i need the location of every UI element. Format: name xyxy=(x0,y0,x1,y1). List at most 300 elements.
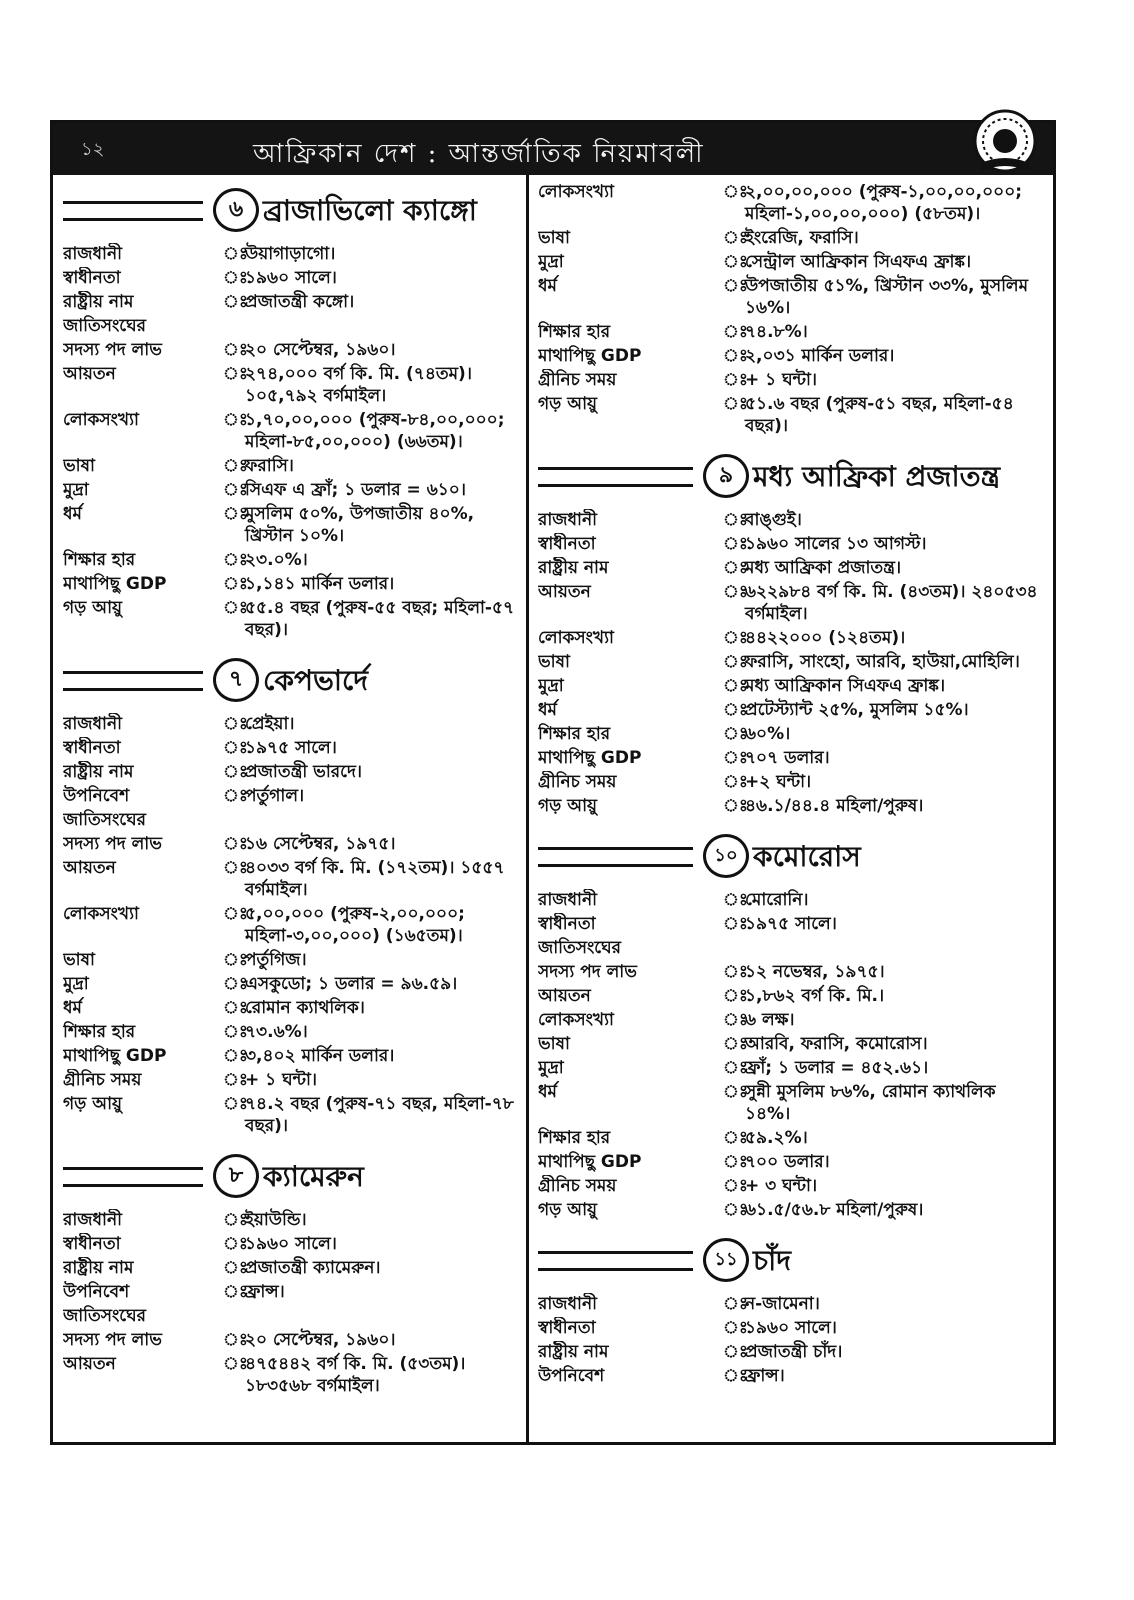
row-separator: ঃ xyxy=(223,598,248,618)
page-title: আফ্রিকান দেশ : আন্তর্জাতিক নিয়মাবলী xyxy=(253,139,705,169)
row-value: ৪৬.১/৪৪.৪ মহিলা/পুরুষ। xyxy=(745,796,924,816)
info-row xyxy=(63,1045,518,1067)
info-row xyxy=(538,627,1043,649)
row-label: আয়তন xyxy=(63,1354,116,1374)
info-row xyxy=(538,1317,1043,1339)
row-label: ধর্ম xyxy=(63,998,82,1018)
section-heading xyxy=(63,185,518,237)
info-row xyxy=(63,1257,518,1279)
row-value: ৩,৪০২ মার্কিন ডলার। xyxy=(245,1046,395,1066)
row-separator: ঃ xyxy=(223,998,248,1018)
row-separator: ঃ xyxy=(223,1094,248,1114)
info-row xyxy=(63,291,518,313)
row-label: আয়তন xyxy=(538,986,591,1006)
row-label: রাজধানী xyxy=(538,1294,597,1314)
row-separator: ঃ xyxy=(723,1342,748,1362)
row-label: উপনিবেশ xyxy=(63,786,130,806)
info-row xyxy=(538,393,1043,437)
row-separator: ঃ xyxy=(223,292,248,312)
row-separator: ঃ xyxy=(723,724,748,744)
info-row xyxy=(63,315,518,337)
info-row xyxy=(63,761,518,783)
row-separator: ঃ xyxy=(723,1200,748,1220)
row-separator: ঃ xyxy=(723,1366,748,1386)
info-row xyxy=(538,509,1043,531)
row-separator: ঃ xyxy=(723,748,748,768)
section-number: ১০ xyxy=(703,834,749,878)
info-row xyxy=(538,913,1043,935)
info-row xyxy=(538,345,1043,367)
row-separator: ঃ xyxy=(223,1210,248,1230)
row-value: ফরাসি। xyxy=(245,456,294,476)
row-value: প্রজাতন্ত্রী কঙ্গো। xyxy=(245,292,355,312)
row-separator: ঃ xyxy=(723,370,748,390)
row-separator: ঃ xyxy=(223,244,248,264)
row-value: ২,০০,০০,০০০ (পুরুষ-১,০০,০০,০০০; মহিলা-১,০০,০০,০০০) (৫৮তম)। xyxy=(745,182,1023,224)
row-separator: ঃ xyxy=(223,1234,248,1254)
heading-rule xyxy=(538,1251,693,1271)
info-row xyxy=(538,1293,1043,1315)
row-value: ফরাসি, সাংহো, আরবি, হাউয়া,মোহিলি। xyxy=(745,652,1020,672)
row-value: ৭৪.২ বছর (পুরুষ-৭১ বছর, মহিলা-৭৮ বছর)। xyxy=(245,1094,514,1136)
row-separator: ঃ xyxy=(223,950,248,970)
info-row xyxy=(538,795,1043,817)
info-row xyxy=(538,985,1043,1007)
row-separator: ঃ xyxy=(223,550,248,570)
row-label: আয়তন xyxy=(63,364,116,384)
info-row xyxy=(63,549,518,571)
row-separator: ঃ xyxy=(723,394,748,414)
row-value: ১,৮৬২ বর্গ কি. মি.। xyxy=(745,986,885,1006)
row-label: মুদ্রা xyxy=(538,676,564,696)
row-value: সিএফ এ ফ্রাঁ; ১ ডলার = ৬১০। xyxy=(245,480,466,500)
row-value: মধ্য আফ্রিকা প্রজাতন্ত্র। xyxy=(745,558,902,578)
row-value: প্রটেস্ট্যান্ট ২৫%, মুসলিম ১৫%। xyxy=(745,700,969,720)
row-value: ৫১.৬ বছর (পুরুষ-৫১ বছর, মহিলা-৫৪ বছর)। xyxy=(745,394,1014,436)
row-separator: ঃ xyxy=(223,762,248,782)
row-separator: ঃ xyxy=(723,1034,748,1054)
row-separator: ঃ xyxy=(723,510,748,530)
row-value: মুসলিম ৫০%, উপজাতীয় ৪০%, খ্রিস্টান ১০%। xyxy=(245,504,475,546)
row-value: ১৬ সেপ্টেম্বর, ১৯৭৫। xyxy=(245,834,396,854)
info-row xyxy=(63,339,518,361)
row-separator: ঃ xyxy=(723,1294,748,1314)
info-row xyxy=(63,1353,518,1397)
row-value: ২৩.০%। xyxy=(245,550,308,570)
row-separator: ঃ xyxy=(723,276,748,296)
page-marker: ১২ xyxy=(81,139,105,160)
heading-rule xyxy=(538,467,693,487)
info-row xyxy=(63,573,518,595)
section-number: ৮ xyxy=(213,1154,259,1198)
row-value: ৫৫.৪ বছর (পুরুষ-৫৫ বছর; মহিলা-৫৭ বছর)। xyxy=(245,598,515,640)
section-heading xyxy=(538,451,1043,503)
info-row xyxy=(538,1151,1043,1173)
row-label: জাতিসংঘের xyxy=(63,1306,146,1326)
row-label: স্বাধীনতা xyxy=(63,738,121,758)
row-label: রাজধানী xyxy=(538,510,597,530)
row-value: ইয়াউন্ডি। xyxy=(245,1210,307,1230)
row-label: গড় আয়ু xyxy=(63,1094,123,1114)
row-value: ১৯৭৫ সালে। xyxy=(745,914,837,934)
info-row xyxy=(538,557,1043,579)
row-separator: ঃ xyxy=(223,974,248,994)
row-value: +২ ঘন্টা। xyxy=(745,772,812,792)
row-value: ১৯৬০ সালে। xyxy=(245,1234,337,1254)
info-row xyxy=(538,275,1043,319)
info-row xyxy=(63,267,518,289)
row-value: ফ্রান্স। xyxy=(245,1282,285,1302)
row-label: গড় আয়ু xyxy=(538,796,598,816)
row-label: রাজধানী xyxy=(63,244,122,264)
info-row xyxy=(63,903,518,947)
row-value: ২০ সেপ্টেম্বর, ১৯৬০। xyxy=(245,340,396,360)
row-separator: ঃ xyxy=(223,340,248,360)
row-value: এসকুডো; ১ ডলার = ৯৬.৫৯। xyxy=(245,974,458,994)
section-heading xyxy=(63,1151,518,1203)
info-row xyxy=(538,1199,1043,1221)
row-label: রাষ্ট্রীয় নাম xyxy=(538,1342,609,1362)
row-separator: ঃ xyxy=(723,1058,748,1078)
row-label: সদস্য পদ লাভ xyxy=(63,834,162,854)
info-row xyxy=(538,723,1043,745)
info-row xyxy=(63,363,518,407)
row-label: শিক্ষার হার xyxy=(538,1128,611,1148)
row-label: স্বাধীনতা xyxy=(538,1318,596,1338)
row-value: সেন্ট্রাল আফ্রিকান সিএফএ ফ্রাঙ্ক। xyxy=(745,252,972,272)
row-label: ভাষা xyxy=(63,950,95,970)
row-label: ধর্ম xyxy=(538,700,557,720)
info-row xyxy=(63,785,518,807)
page-header xyxy=(53,123,1053,175)
row-value: উয়াগাড়াগো। xyxy=(245,244,336,264)
row-label: গ্রীনিচ সময় xyxy=(63,1070,142,1090)
section-title: কমোরোস xyxy=(753,840,861,873)
row-label: ভাষা xyxy=(538,228,570,248)
info-row xyxy=(538,1081,1043,1125)
row-separator: ঃ xyxy=(223,1046,248,1066)
section-heading xyxy=(538,831,1043,883)
row-separator: ঃ xyxy=(223,1258,248,1278)
row-separator: ঃ xyxy=(223,268,248,288)
row-label: রাজধানী xyxy=(63,1210,122,1230)
row-value: আরবি, ফরাসি, কমোরোস। xyxy=(745,1034,928,1054)
info-row xyxy=(63,1305,518,1327)
row-value: ৬০%। xyxy=(745,724,791,744)
row-value: ১,১৪১ মার্কিন ডলার। xyxy=(245,574,395,594)
info-row xyxy=(63,243,518,265)
row-separator: ঃ xyxy=(223,574,248,594)
row-label: ধর্ম xyxy=(538,276,557,296)
row-label: লোকসংখ্যা xyxy=(538,1010,614,1030)
row-separator: ঃ xyxy=(723,182,748,202)
row-label: ধর্ম xyxy=(538,1082,557,1102)
section-title: কেপভার্দে xyxy=(263,664,368,697)
row-value: ৬ লক্ষ। xyxy=(745,1010,795,1030)
row-value: প্রজাতন্ত্রী ক্যামেরুন। xyxy=(245,1258,381,1278)
row-value: ইংরেজি, ফরাসি। xyxy=(745,228,859,248)
row-label: জাতিসংঘের xyxy=(63,810,146,830)
section-number: ৯ xyxy=(703,454,749,498)
row-separator: ঃ xyxy=(223,738,248,758)
row-label: মাথাপিছু GDP xyxy=(63,574,167,594)
row-label: সদস্য পদ লাভ xyxy=(63,340,162,360)
row-separator: ঃ xyxy=(723,796,748,816)
info-row xyxy=(63,973,518,995)
info-row xyxy=(538,181,1043,225)
row-label: লোকসংখ্যা xyxy=(538,628,614,648)
row-separator: ঃ xyxy=(723,772,748,792)
info-row xyxy=(538,1341,1043,1363)
row-separator: ঃ xyxy=(723,534,748,554)
info-row xyxy=(538,369,1043,391)
row-separator: ঃ xyxy=(223,1330,248,1350)
info-row xyxy=(538,961,1043,983)
info-row xyxy=(538,771,1043,793)
row-value: + ১ ঘন্টা। xyxy=(745,370,817,390)
info-row xyxy=(63,713,518,735)
row-separator: ঃ xyxy=(223,714,248,734)
info-row xyxy=(538,1175,1043,1197)
row-separator: ঃ xyxy=(223,1070,248,1090)
row-value: + ১ ঘন্টা। xyxy=(245,1070,317,1090)
row-label: মুদ্রা xyxy=(63,480,89,500)
row-label: গড় আয়ু xyxy=(63,598,123,618)
info-row xyxy=(538,675,1043,697)
row-label: সদস্য পদ লাভ xyxy=(63,1330,162,1350)
info-row xyxy=(538,1057,1043,1079)
row-separator: ঃ xyxy=(223,1354,248,1374)
row-label: রাষ্ট্রীয় নাম xyxy=(63,292,134,312)
column-divider xyxy=(526,175,529,1445)
section-title: মধ্য আফ্রিকা প্রজাতন্ত্র xyxy=(753,460,1001,493)
info-row xyxy=(63,1069,518,1091)
row-label: লোকসংখ্যা xyxy=(63,904,139,924)
section-heading xyxy=(63,655,518,707)
row-separator: ঃ xyxy=(723,582,748,602)
right-column xyxy=(538,181,1043,1397)
info-row xyxy=(63,857,518,901)
row-label: লোকসংখ্যা xyxy=(538,182,614,202)
info-row xyxy=(63,1281,518,1303)
row-label: শিক্ষার হার xyxy=(538,322,611,342)
row-label: গ্রীনিচ সময় xyxy=(538,772,617,792)
row-separator: ঃ xyxy=(223,364,248,384)
row-separator: ঃ xyxy=(723,1152,748,1172)
row-label: স্বাধীনতা xyxy=(63,1234,121,1254)
info-row xyxy=(63,809,518,831)
row-label: শিক্ষার হার xyxy=(538,724,611,744)
row-separator: ঃ xyxy=(223,1282,248,1302)
row-value: ১৯৬০ সালে। xyxy=(745,1318,837,1338)
section-title: ক্যামেরুন xyxy=(263,1160,364,1193)
info-row xyxy=(63,833,518,855)
page-frame xyxy=(50,120,1056,1445)
info-row xyxy=(63,1021,518,1043)
row-separator: ঃ xyxy=(723,346,748,366)
row-value: ১,৭০,০০,০০০ (পুরুষ-৮৪,০০,০০০; মহিলা-৮৫,০০,০০০) (৬৬তম)। xyxy=(245,410,505,452)
row-separator: ঃ xyxy=(223,834,248,854)
heading-rule xyxy=(63,1167,203,1187)
info-row xyxy=(63,503,518,547)
row-separator: ঃ xyxy=(723,322,748,342)
info-row xyxy=(538,251,1043,273)
row-value: ২০ সেপ্টেম্বর, ১৯৬০। xyxy=(245,1330,396,1350)
info-row xyxy=(538,889,1043,911)
row-value: পর্তুগিজ। xyxy=(245,950,307,970)
row-value: ৫,০০,০০০ (পুরুষ-২,০০,০০০; মহিলা-৩,০০,০০০) (১৬৫তম)। xyxy=(245,904,465,946)
row-value: ১২ নভেম্বর, ১৯৭৫। xyxy=(745,962,885,982)
row-value: মধ্য আফ্রিকান সিএফএ ফ্রাঙ্ক। xyxy=(745,676,946,696)
row-separator: ঃ xyxy=(723,914,748,934)
row-label: স্বাধীনতা xyxy=(63,268,121,288)
row-label: সদস্য পদ লাভ xyxy=(538,962,637,982)
info-row xyxy=(538,1365,1043,1387)
row-label: লোকসংখ্যা xyxy=(63,410,139,430)
row-value: প্রজাতন্ত্রী চাঁদ। xyxy=(745,1342,843,1362)
info-row xyxy=(63,455,518,477)
row-separator: ঃ xyxy=(723,700,748,720)
row-value: ৬১.৫/৫৬.৮ মহিলা/পুরুষ। xyxy=(745,1200,924,1220)
row-value: ১৯৬০ সালের ১৩ আগস্ট। xyxy=(745,534,927,554)
row-value: ৫৯.২%। xyxy=(745,1128,808,1148)
info-row xyxy=(538,1033,1043,1055)
row-label: রাজধানী xyxy=(538,890,597,910)
row-separator: ঃ xyxy=(723,676,748,696)
row-label: মাথাপিছু GDP xyxy=(538,346,642,366)
section-title: ব্রাজাভিলো ক্যাঙ্গো xyxy=(263,194,477,227)
info-row xyxy=(63,409,518,453)
row-label: জাতিসংঘের xyxy=(538,938,621,958)
row-separator: ঃ xyxy=(223,504,248,524)
row-label: রাষ্ট্রীয় নাম xyxy=(63,762,134,782)
heading-rule xyxy=(538,847,693,867)
info-row xyxy=(63,1233,518,1255)
row-value: ৪৭৫৪৪২ বর্গ কি. মি. (৫৩তম)। ১৮৩৫৬৮ বর্গমাইল। xyxy=(245,1354,466,1396)
row-value: বাঙ্গুই। xyxy=(745,510,802,530)
row-separator: ঃ xyxy=(223,410,248,430)
info-row xyxy=(538,227,1043,249)
left-column xyxy=(63,181,518,1407)
row-separator: ঃ xyxy=(223,456,248,476)
info-row xyxy=(63,479,518,501)
row-separator: ঃ xyxy=(723,890,748,910)
row-label: আয়তন xyxy=(538,582,591,602)
row-label: গড় আয়ু xyxy=(538,1200,598,1220)
row-separator: ঃ xyxy=(723,1010,748,1030)
row-label: মাথাপিছু GDP xyxy=(63,1046,167,1066)
row-label: গ্রীনিচ সময় xyxy=(538,370,617,390)
row-value: ফ্রান্স। xyxy=(745,1366,785,1386)
row-separator: ঃ xyxy=(723,652,748,672)
info-row xyxy=(63,1209,518,1231)
row-label: ভাষা xyxy=(63,456,95,476)
row-label: উপনিবেশ xyxy=(63,1282,130,1302)
row-separator: ঃ xyxy=(223,1022,248,1042)
row-separator: ঃ xyxy=(223,786,248,806)
row-label: মুদ্রা xyxy=(538,1058,564,1078)
row-label: ধর্ম xyxy=(63,504,82,524)
row-value: ৪৪২২০০০ (১২৪তম)। xyxy=(745,628,906,648)
row-separator: ঃ xyxy=(223,480,248,500)
row-value: ২,০৩১ মার্কিন ডলার। xyxy=(745,346,895,366)
info-row xyxy=(538,651,1043,673)
heading-rule xyxy=(63,671,203,691)
row-value: উপজাতীয় ৫১%, খ্রিস্টান ৩৩%, মুসলিম ১৬%। xyxy=(745,276,1029,318)
row-label: রাজধানী xyxy=(63,714,122,734)
info-row xyxy=(63,949,518,971)
row-value: ২৭৪,০০০ বর্গ কি. মি. (৭৪তম)। ১০৫,৭৯২ বর্গমাইল। xyxy=(245,364,472,406)
seal-icon xyxy=(963,101,1047,177)
row-separator: ঃ xyxy=(723,1128,748,1148)
row-label: স্বাধীনতা xyxy=(538,914,596,934)
row-label: শিক্ষার হার xyxy=(63,550,136,570)
row-label: স্বাধীনতা xyxy=(538,534,596,554)
row-label: রাষ্ট্রীয় নাম xyxy=(538,558,609,578)
row-label: জাতিসংঘের xyxy=(63,316,146,336)
info-row xyxy=(63,597,518,641)
row-label: মুদ্রা xyxy=(63,974,89,994)
row-label: রাষ্ট্রীয় নাম xyxy=(63,1258,134,1278)
info-row xyxy=(538,581,1043,625)
row-value: প্রেইয়া। xyxy=(245,714,295,734)
row-separator: ঃ xyxy=(223,858,248,878)
info-row xyxy=(538,699,1043,721)
info-row xyxy=(538,1127,1043,1149)
row-value: সুন্নী মুসলিম ৮৬%, রোমান ক্যাথলিক ১৪%। xyxy=(745,1082,996,1124)
row-value: ন-জামেনা। xyxy=(745,1294,820,1314)
row-separator: ঃ xyxy=(723,628,748,648)
row-value: ৭০৭ ডলার। xyxy=(745,748,830,768)
row-separator: ঃ xyxy=(723,558,748,578)
info-row xyxy=(63,1329,518,1351)
row-value: মোরোনি। xyxy=(745,890,809,910)
row-label: গ্রীনিচ সময় xyxy=(538,1176,617,1196)
section-title: চাঁদ xyxy=(753,1244,791,1277)
row-value: ৭৩.৬%। xyxy=(245,1022,308,1042)
info-row xyxy=(538,937,1043,959)
row-value: ৭৪.৮%। xyxy=(745,322,808,342)
row-value: + ৩ ঘন্টা। xyxy=(745,1176,818,1196)
row-label: ভাষা xyxy=(538,1034,570,1054)
row-separator: ঃ xyxy=(723,1318,748,1338)
row-label: গড় আয়ু xyxy=(538,394,598,414)
row-value: ১৯৭৫ সালে। xyxy=(245,738,337,758)
row-separator: ঃ xyxy=(723,1176,748,1196)
row-value: ৬২২৯৮৪ বর্গ কি. মি. (৪৩তম)। ২৪০৫৩৪ বর্গমাইল। xyxy=(745,582,1038,624)
row-value: ৭০০ ডলার। xyxy=(745,1152,830,1172)
row-separator: ঃ xyxy=(723,986,748,1006)
row-value: রোমান ক্যাথলিক। xyxy=(245,998,365,1018)
row-label: মাথাপিছু GDP xyxy=(538,748,642,768)
section-number: ৭ xyxy=(213,658,259,702)
row-label: শিক্ষার হার xyxy=(63,1022,136,1042)
info-row xyxy=(538,747,1043,769)
info-row xyxy=(538,533,1043,555)
row-separator: ঃ xyxy=(723,252,748,272)
row-value: ফ্রাঁ; ১ ডলার = ৪৫২.৬১। xyxy=(745,1058,929,1078)
row-label: আয়তন xyxy=(63,858,116,878)
row-label: মুদ্রা xyxy=(538,252,564,272)
row-separator: ঃ xyxy=(723,1082,748,1102)
info-row xyxy=(538,1009,1043,1031)
row-value: প্রজাতন্ত্রী ভারদে। xyxy=(245,762,362,782)
row-separator: ঃ xyxy=(723,228,748,248)
info-row xyxy=(63,1093,518,1137)
row-value: ১৯৬০ সালে। xyxy=(245,268,337,288)
heading-rule xyxy=(63,201,203,221)
row-value: ৪০৩৩ বর্গ কি. মি. (১৭২তম)। ১৫৫৭ বর্গমাইল। xyxy=(245,858,505,900)
